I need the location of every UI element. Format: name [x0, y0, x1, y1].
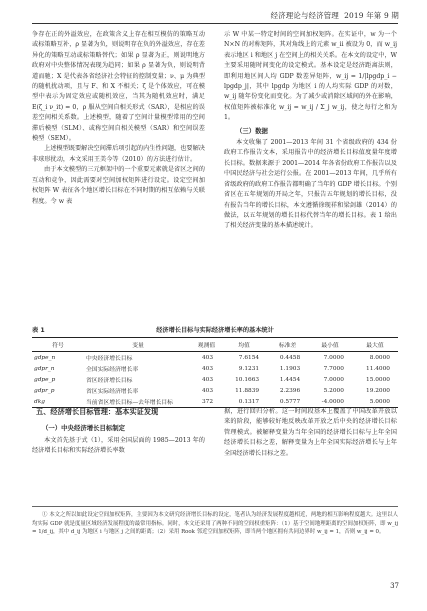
cell-value: 19.2000	[366, 387, 390, 394]
cell-value: 7.6154	[238, 354, 260, 361]
cell-symbol: gdpr_n	[34, 365, 55, 372]
body-paragraph: 示 W 中某一特定时间的空间加权矩阵。在实证中，w 为一个 N×N 的对称矩阵，其对角线上的元素 w_ii 被设为 0，而 w_ij 表示地区 i 和地区 j 在空间上的相关关系。在本文的设定中，W 主要采用随时间变化的设定模式。基本设定是经济距离法则，即利用地区间人均 GDP 数差异矩阵，w_ij = 1/|lpgdp_i − lpgdp_j|，其中 lpgdp 为地区 i 的人均实际 GDP 的对数，w_ij 随年份变化而变化。为了减少或消除区域间的外在影响，权值矩阵被标准化 w_ij = w_ij / Σ_j w_ij，使之每行之和为 1。	[224, 31, 397, 122]
section-title: 五、经济增长目标管理：基本实证发现	[36, 407, 159, 416]
subsection-title: （一）中央经济增长目标制定	[42, 424, 126, 432]
cell-value: 11.8839	[235, 387, 260, 394]
cell-value: 15.0000	[366, 376, 390, 383]
table-title: 经济增长目标与实际经济增长率的基本统计	[156, 327, 274, 334]
col-header: 最大值	[366, 343, 384, 349]
cell-value: 0.1317	[238, 398, 260, 405]
table-header-row	[32, 338, 398, 352]
cell-value: 403	[201, 354, 214, 361]
table-row	[32, 352, 398, 364]
cell-value: 0.5777	[279, 398, 301, 405]
table-row	[32, 385, 398, 396]
footnote: ① 本文之所以如此设定空间加权矩阵，主要因为本文研究经济增长目标的设定，笔者认为经济发展程度越相近，两地的相互影响程度越大。这里以人均实际 GDP 就是度量区域经济发展程度的最常用指标。同时，本文还采用了两种不同的空间权重矩阵：（1）基于空间地理距离的空间加权矩阵，即 w_ij = 1/d_ij，其中 d_ij 为地区 i 与地区 j 之间的距离；（2）采用 Rook 邻近空间加权矩阵，即当两个地区拥有共同边界时 w_ij = 1，否则 w_ij = 0。	[32, 512, 398, 536]
table-caption	[32, 325, 398, 334]
cell-value: 8.0000	[369, 354, 390, 361]
table-label: 表 1	[32, 327, 45, 334]
footnotes	[32, 511, 398, 537]
running-header	[271, 10, 399, 21]
cell-value: 5.2000	[323, 387, 344, 394]
col-header: 变量	[132, 343, 144, 349]
cell-variable: 当前省区增长目标—去年增长目标	[86, 400, 173, 406]
body-paragraph: 上述模型既要解决空间滞后项引起的内生性问题，也要解决非球形扰动，本文采用王美今等（2010）的方法进行估计。	[32, 145, 205, 163]
cell-value: 2.2396	[279, 387, 301, 394]
cell-variable: 省区实际经济增长率	[86, 389, 139, 395]
stats-table	[32, 337, 398, 408]
left-column	[32, 30, 205, 207]
header-rule	[32, 23, 398, 24]
col-header: 均值	[238, 343, 250, 349]
cell-value: -4.0000	[321, 398, 344, 405]
cell-value: 403	[201, 376, 214, 383]
col-header: 符号	[52, 343, 64, 349]
table-row	[32, 374, 398, 385]
body-paragraph: 据，进行回归分析。这一时间段基本上覆盖了中国改革开放以来的阶段，能够较好地反映改革开放之后中央的经济增长目标管理模式。被解释变量为当年全国的经济增长目标与上年全国经济增长目标之差，解释变量为上年全国实际经济增长与上年全国经济增长目标之差。	[224, 408, 397, 457]
cell-variable: 省区经济增长目标	[86, 378, 133, 384]
right-continuation	[224, 407, 397, 459]
cell-value: 1.1903	[279, 365, 301, 372]
cell-symbol: gdpe_p	[34, 376, 56, 383]
cell-value: 7.0000	[323, 376, 344, 383]
right-column	[224, 30, 397, 232]
cell-value: 403	[201, 365, 214, 372]
cell-value: 10.1663	[235, 376, 260, 383]
body-paragraph: 由于本文模型的三元框架中的一个重要元素就是省区之间的互动和竞争，因此需要对空间加权矩阵进行设定。设定空间加权矩阵 W 表征各个地区增长目标在不同时期的相互依赖与关联程度。令 w 表	[32, 166, 205, 205]
table-row	[32, 396, 398, 408]
col-header: 观测值	[197, 343, 216, 349]
page-number: 37	[390, 582, 399, 590]
col-header: 标准差	[278, 343, 297, 349]
cell-value: 9.1231	[238, 365, 260, 372]
cell-value: 1.4454	[279, 376, 301, 383]
cell-value: 0.4458	[279, 354, 301, 361]
col-header: 最小值	[321, 343, 339, 349]
cell-symbol: gdpr_p	[34, 387, 55, 394]
cell-value: 7.0000	[323, 354, 344, 361]
cell-value: 11.4000	[366, 365, 390, 372]
cell-variable: 全国实际经济增长率	[86, 367, 139, 373]
cell-value: 7.7000	[323, 365, 344, 372]
subsection-heading: （三）数据	[236, 126, 268, 135]
footnote-rule	[32, 506, 398, 507]
cell-symbol: gdpe_n	[34, 354, 56, 361]
journal-name: 经济理论与经济管理	[270, 11, 339, 20]
cell-symbol: dkg	[34, 398, 45, 405]
cell-value: 372	[201, 398, 214, 405]
body-paragraph: 争存在正的外溢效应，在政策含义上存在相互模仿的策略互动或标策略互补，ρ 显著为负，则说明存在负的外溢效应，存在差异化的策略互动或标策略替代；如果 ρ 显著为正，则说明地方政府对中央整体情况表现为趋同；如果 ρ 显著为负，则说明背道而驰；X 是代表各省经济社会特征的控制变量；ν、μ 为典型的随机扰动项，且与 F、和 X 不相关；ζ 是个体效应，可在模型中表示为固定效应或随机效应，当其为随机效应时，满足 E(ζ_i ν_it) = 0，ρ 服从空间自相关形式（SAR），是相应的误差空间相关系数。上述模型，随着了空间计量模型常用的空间滞后模型（SLM）、或称空间自相关模型（SAR）和空间误差模型（SEM）。	[32, 31, 205, 143]
body-paragraph: 本文收集了 2001—2013 年间 31 个省级政府的 434 份政府工作报告文本，采用报告中的经济增长目标值度量年度增长目标。数据来源于 2001—2014 年各省份政府工作报告以及中国民经济与社会运行公报。在 2001—2013 年间，几乎所有省级政府的政府工作报告都明确了当年的 GDP 增长目标。个别省区在五年规划的开局之年，只报告五年规划的增长目标，没有报告当年的增长目标，本文遵循徐现祥和梁剑雄（2014）的做法，以五年规划的增长目标代替当年的增长目标。表 1 给出了相关经济变量的基本描述统计。	[224, 139, 397, 230]
section-five	[32, 407, 205, 457]
body-paragraph: 本文首先基于式（1），采用全国层面的 1985—2013 年的经济增长目标和实际经济增长率数	[32, 437, 205, 455]
table-row	[32, 363, 398, 374]
cell-variable: 中央经济增长目标	[86, 356, 133, 362]
cell-value: 5.0000	[369, 398, 390, 405]
issue-label: 2019 年第 9 期	[344, 11, 399, 20]
stats-table-block	[32, 325, 398, 408]
cell-value: 403	[201, 387, 214, 394]
